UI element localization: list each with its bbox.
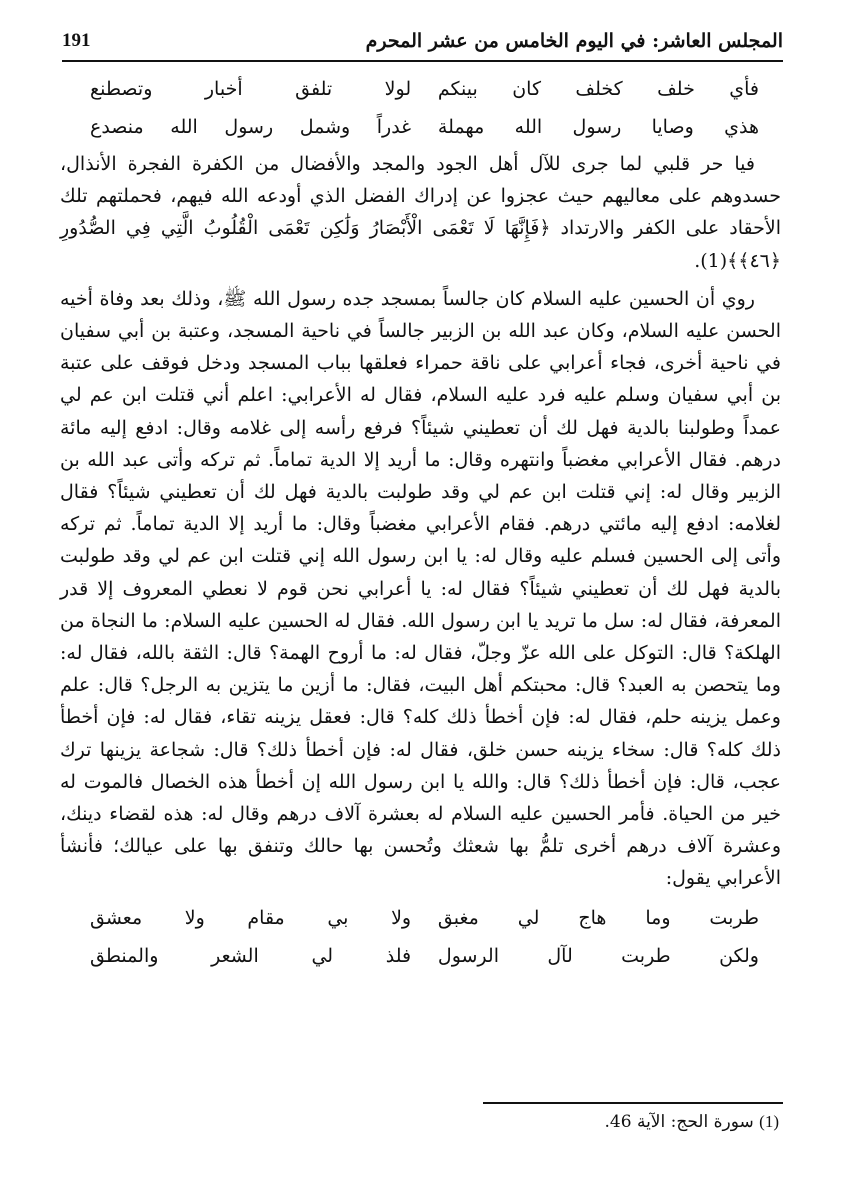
poem-verse	[60, 937, 781, 975]
poem-verse	[60, 899, 781, 937]
running-title: المجلس العاشر: في اليوم الخامس من عشر المحرم	[365, 30, 783, 52]
footnote-divider	[483, 1102, 783, 1104]
poem-verse	[60, 108, 781, 146]
verse-first-hemistich: هذي وصايا رسول الله مهملة	[437, 116, 759, 138]
verse-second-hemistich: لولا تلفق أخبار وتصطنع	[90, 78, 412, 100]
poem-block	[60, 899, 781, 975]
poem-verse	[60, 70, 781, 108]
main-text	[60, 70, 781, 975]
verse-first-hemistich: طربت وما هاج لي مغبق	[437, 906, 759, 929]
page-header	[62, 28, 783, 62]
footnote-text: سورة الحج: الآية 46.	[604, 1112, 754, 1132]
verse-first-hemistich: فأي خلف كخلف كان بينكم	[437, 78, 759, 100]
verse-second-hemistich: فلذ لي الشعر والمنطق	[90, 944, 412, 967]
paragraph: روي أن الحسين عليه السلام كان جالساً بمسجد جده رسول الله ﷺ، وذلك بعد وفاة أخيه الحسن عليه السلام، وكان عبد الله بن الزبير جالساً في ناحية المسجد، وعتبة بن أبي سفيان في ناحية أخرى، فجاء أعرابي على ناقة حمراء فعلقها بباب المسجد ودخل فوقف على عتبة بن أبي سفيان وسلم عليه فرد عليه السلام، فقال له الأعرابي: اعلم أني قتلت ابن عم لي عمداً وطولبنا بالدية فهل لك أن تعطيني شيئاً؟ فرفع رأسه إلى غلامه وقال: ادفع إليه مائة درهم. فقال الأعرابي مغضباً وانتهره وقال: ما أريد إلا الدية تماماً. ثم تركه وأتى عبد الله بن الزبير وقال له: إني قتلت ابن عم لي وقد طولبت بالدية فهل لك أن تعطيني شيئاً؟ فقال لغلامه: ادفع إليه مائتي درهم. فقام الأعرابي مغضباً وقال: ما أريد إلا الدية تماماً. ثم تركه وأتى إلى الحسين فسلم عليه وقال له: يا ابن رسول الله إني قتلت ابن عم لي وقد طولبت بالدية فهل لك أن تعطيني شيئاً؟ فقال له: يا أعرابي نحن قوم لا نعطي المعروف إلا قدر المعرفة، فقال له: سل ما تريد يا ابن رسول الله. فقال له الحسين عليه السلام: ما النجاة من الهلكة؟ قال: التوكل على الله عزّ وجلّ، فقال له: ما أروح الهمة؟ قال: الثقة بالله، فقال له: وما يتحصن به العبد؟ قال: محبتكم أهل البيت، فقال: ما أزين ما يتزين به الرجل؟ قال: علم وعمل يزينه حلم، فقال له: فإن أخطأ ذلك كله؟ قال: فعقل يزينه تقاء، فقال له: فإن أخطأ ذلك كله؟ قال: سخاء يزينه حسن خلق، فقال له: فإن أخطأ ذلك؟ قال: شجاعة يزينها ترك عجب، قال: فإن أخطأ ذلك؟ قال: والله يا ابن رسول الله إن أخطأ هذه الخصال فالموت له خير من الحياة. فأمر الحسين عليه السلام له بعشرة آلاف درهم وقال له: هذه لقضاء دينك، وعشرة آلاف درهم أخرى تلمُّ بها شعثك وتُحسن بها حالك وتنفق بها على عيالك؛ فأنشأ الأعرابي يقول:	[60, 287, 781, 890]
page-number: 191	[62, 30, 91, 51]
footnote	[605, 1112, 780, 1132]
verse-second-hemistich: ولا بي مقام ولا معشق	[90, 906, 412, 929]
verse-second-hemistich: غدراً وشمل رسول الله منصدع	[90, 116, 412, 138]
footnote-number: (1)	[759, 1112, 779, 1131]
verse-first-hemistich: ولكن طربت لآل الرسول	[437, 944, 759, 967]
paragraph: فيا حر قلبي لما جرى للآل أهل الجود والمجد والأفضال من الكفرة الفجرة الأنذال، حسدوهم على معاليهم حيث عجزوا عن إدراك الفضل الذي أودعه الله فيهم، فحملتهم تلك الأحقاد على الكفر والارتداد ﴿فَإِنَّهَا لَا تَعْمَى الْأَبْصَارُ وَلَٰكِن تَعْمَى الْقُلُوبُ الَّتِي فِي الصُّدُورِ ﴿٤٦﴾﴾(1).	[60, 153, 781, 272]
